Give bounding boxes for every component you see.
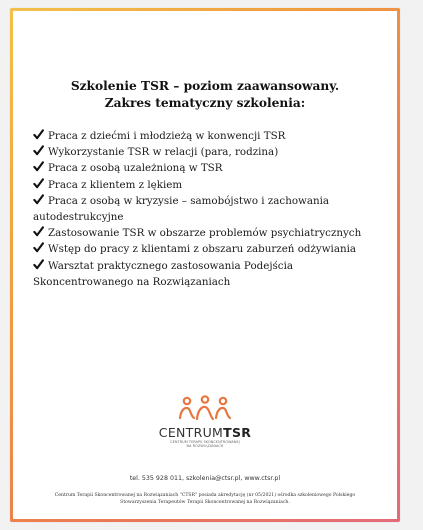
list-item [33, 225, 373, 241]
logo-tagline-1: CENTRUM TERAPII SKONCENTROWANEJ [170, 440, 240, 444]
topic-text: Praca z dziećmi i młodzieżą w konwencji TSR [48, 130, 286, 142]
contact-line: tel. 535 928 011, szkolenia@ctsr.pl, www.ctsr.pl [129, 475, 281, 482]
logo-wordmark [13, 426, 397, 440]
check-mark-icon [33, 259, 44, 270]
three-figures-logo-icon [177, 395, 233, 423]
check-mark-icon [33, 242, 44, 253]
topic-text: Praca z klientem z lękiem [48, 178, 183, 191]
list-item [33, 144, 373, 160]
check-mark-icon [33, 145, 44, 156]
topic-text: Wstęp do pracy z klientami z obszaru zaburzeń odżywiania [48, 243, 357, 256]
logo-word-tsr: TSR [223, 425, 252, 440]
list-item [33, 177, 373, 193]
accreditation-note: Centrum Terapii Skoncentrowanej na Rozwiązaniach "CTSR" posiada akredytację (nr 05/2021) ośrodka szkoleniowego Polskiego Stowarzyszenia Terapeutów Terapii Skoncentrowanej na Rozwiązaniach. [54, 493, 356, 505]
list-item [33, 128, 373, 144]
topic-list [33, 128, 373, 290]
centrum-tsr-logo [13, 395, 397, 448]
check-mark-icon [33, 161, 44, 172]
check-mark-icon [33, 129, 44, 140]
topic-text: Wykorzystanie TSR w relacji (para, rodzina) [48, 146, 279, 159]
topic-text: Warsztat praktycznego zastosowania Podejścia Skoncentrowanego na Rozwiązaniach [33, 259, 294, 288]
check-mark-icon [33, 178, 44, 189]
list-item [33, 193, 373, 225]
list-item [33, 258, 373, 290]
document-page [10, 8, 400, 522]
list-item [33, 160, 373, 176]
logo-tagline-2: NA ROZWIĄZANIACH [186, 444, 224, 448]
topic-text: Praca z osobą w kryzysie – samobójstwo i zachowania autodestrukcyjne [33, 194, 330, 224]
topic-text: Praca z osobą uzależnioną w TSR [48, 162, 223, 175]
document-title: Szkolenie TSR – poziom zaawansowany. [70, 79, 340, 93]
topic-text: Zastosowanie TSR w obszarze problemów psychiatrycznych [48, 227, 362, 240]
check-mark-icon [33, 226, 44, 237]
list-item [33, 241, 373, 257]
check-mark-icon [33, 194, 44, 205]
document-subtitle: Zakres tematyczny szkolenia: [104, 96, 306, 110]
logo-word-centrum: CENTRUM [158, 425, 224, 440]
